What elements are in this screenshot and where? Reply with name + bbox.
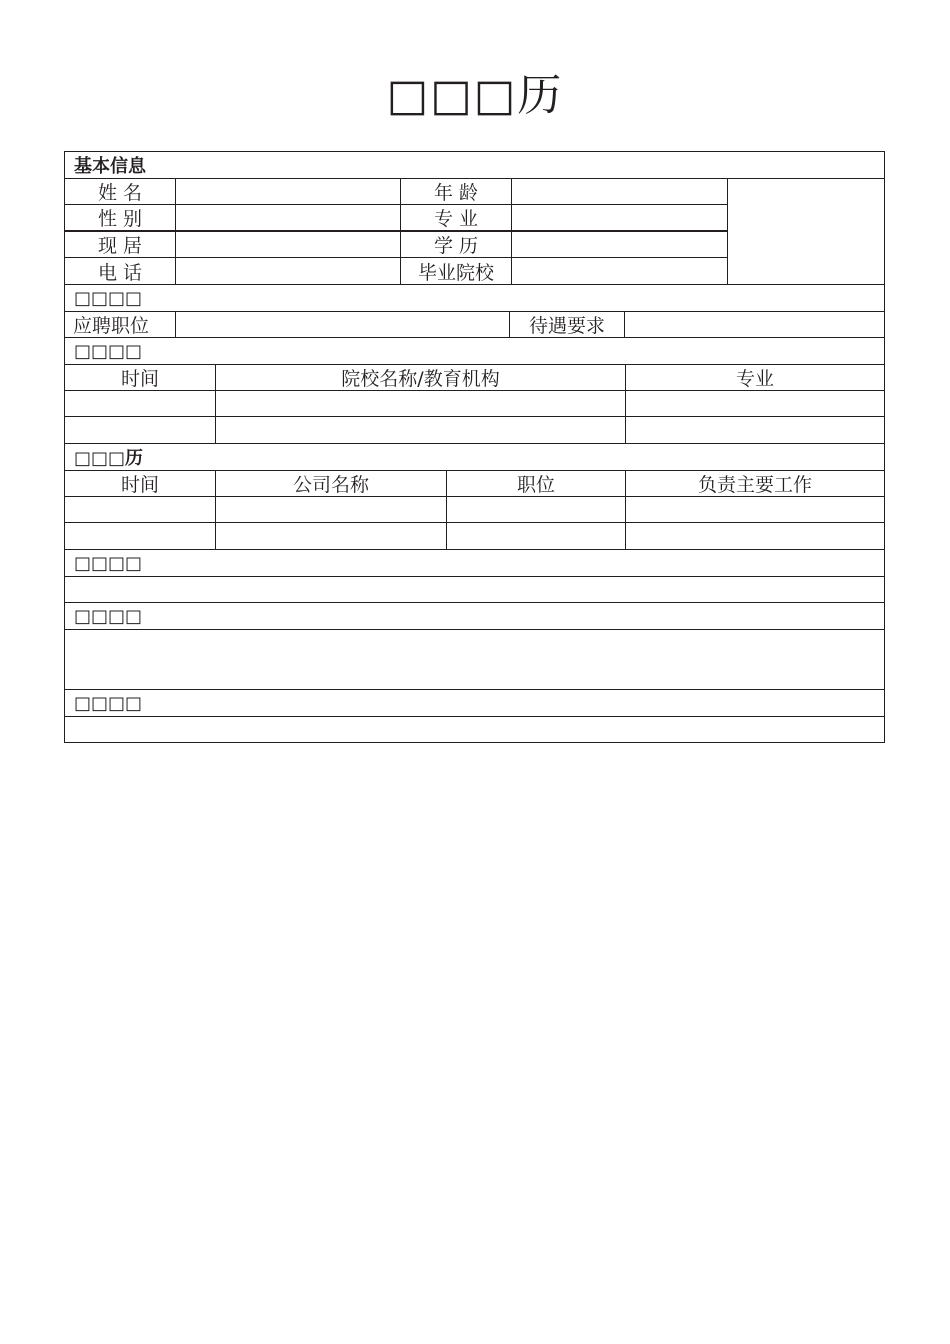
- label-major: 专 业: [400, 204, 512, 231]
- field-name[interactable]: [175, 178, 401, 205]
- field-position[interactable]: [175, 311, 510, 338]
- section-c-header: □□□□: [64, 689, 885, 717]
- edu-row-2-major[interactable]: [625, 416, 885, 444]
- section-b-field[interactable]: [64, 629, 885, 690]
- label-residence: 现 居: [64, 231, 176, 258]
- work-row-2-position[interactable]: [446, 522, 626, 550]
- section-basic-info: 基本信息: [64, 151, 885, 179]
- section-b-header: □□□□: [64, 602, 885, 630]
- work-header-time: 时间: [64, 470, 216, 497]
- work-header-company: 公司名称: [215, 470, 447, 497]
- section-a-header: □□□□: [64, 549, 885, 577]
- section-job-intent: □□□□: [64, 284, 885, 312]
- page-title: □□□历: [386, 70, 564, 121]
- label-phone: 电 话: [64, 257, 176, 285]
- field-residence[interactable]: [175, 231, 401, 258]
- label-gender: 性 别: [64, 204, 176, 231]
- work-row-1-duties[interactable]: [625, 496, 885, 523]
- work-row-2-company[interactable]: [215, 522, 447, 550]
- work-row-1-time[interactable]: [64, 496, 216, 523]
- field-school[interactable]: [511, 257, 728, 285]
- field-degree[interactable]: [511, 231, 728, 258]
- label-position: 应聘职位: [64, 311, 176, 338]
- work-row-1-position[interactable]: [446, 496, 626, 523]
- work-row-2-duties[interactable]: [625, 522, 885, 550]
- field-phone[interactable]: [175, 257, 401, 285]
- field-salary[interactable]: [624, 311, 885, 338]
- section-education: □□□□: [64, 337, 885, 365]
- label-age: 年 龄: [400, 178, 512, 205]
- work-header-position: 职位: [446, 470, 626, 497]
- field-age[interactable]: [511, 178, 728, 205]
- label-salary: 待遇要求: [509, 311, 625, 338]
- label-school: 毕业院校: [400, 257, 512, 285]
- work-row-2-time[interactable]: [64, 522, 216, 550]
- edu-row-2-school[interactable]: [215, 416, 626, 444]
- photo-box[interactable]: [727, 178, 885, 285]
- section-c-field[interactable]: [64, 716, 885, 743]
- label-degree: 学 历: [400, 231, 512, 258]
- field-major[interactable]: [511, 204, 728, 231]
- edu-row-1-major[interactable]: [625, 390, 885, 417]
- work-row-1-company[interactable]: [215, 496, 447, 523]
- edu-row-1-time[interactable]: [64, 390, 216, 417]
- work-header-duties: 负责主要工作: [625, 470, 885, 497]
- section-a-field[interactable]: [64, 576, 885, 603]
- edu-row-1-school[interactable]: [215, 390, 626, 417]
- edu-header-time: 时间: [64, 364, 216, 391]
- resume-form: [65, 152, 885, 743]
- label-name: 姓 名: [64, 178, 176, 205]
- field-gender[interactable]: [175, 204, 401, 231]
- section-work: □□□历: [64, 443, 885, 471]
- edu-header-major: 专业: [625, 364, 885, 391]
- edu-row-2-time[interactable]: [64, 416, 216, 444]
- edu-header-school: 院校名称/教育机构: [215, 364, 626, 391]
